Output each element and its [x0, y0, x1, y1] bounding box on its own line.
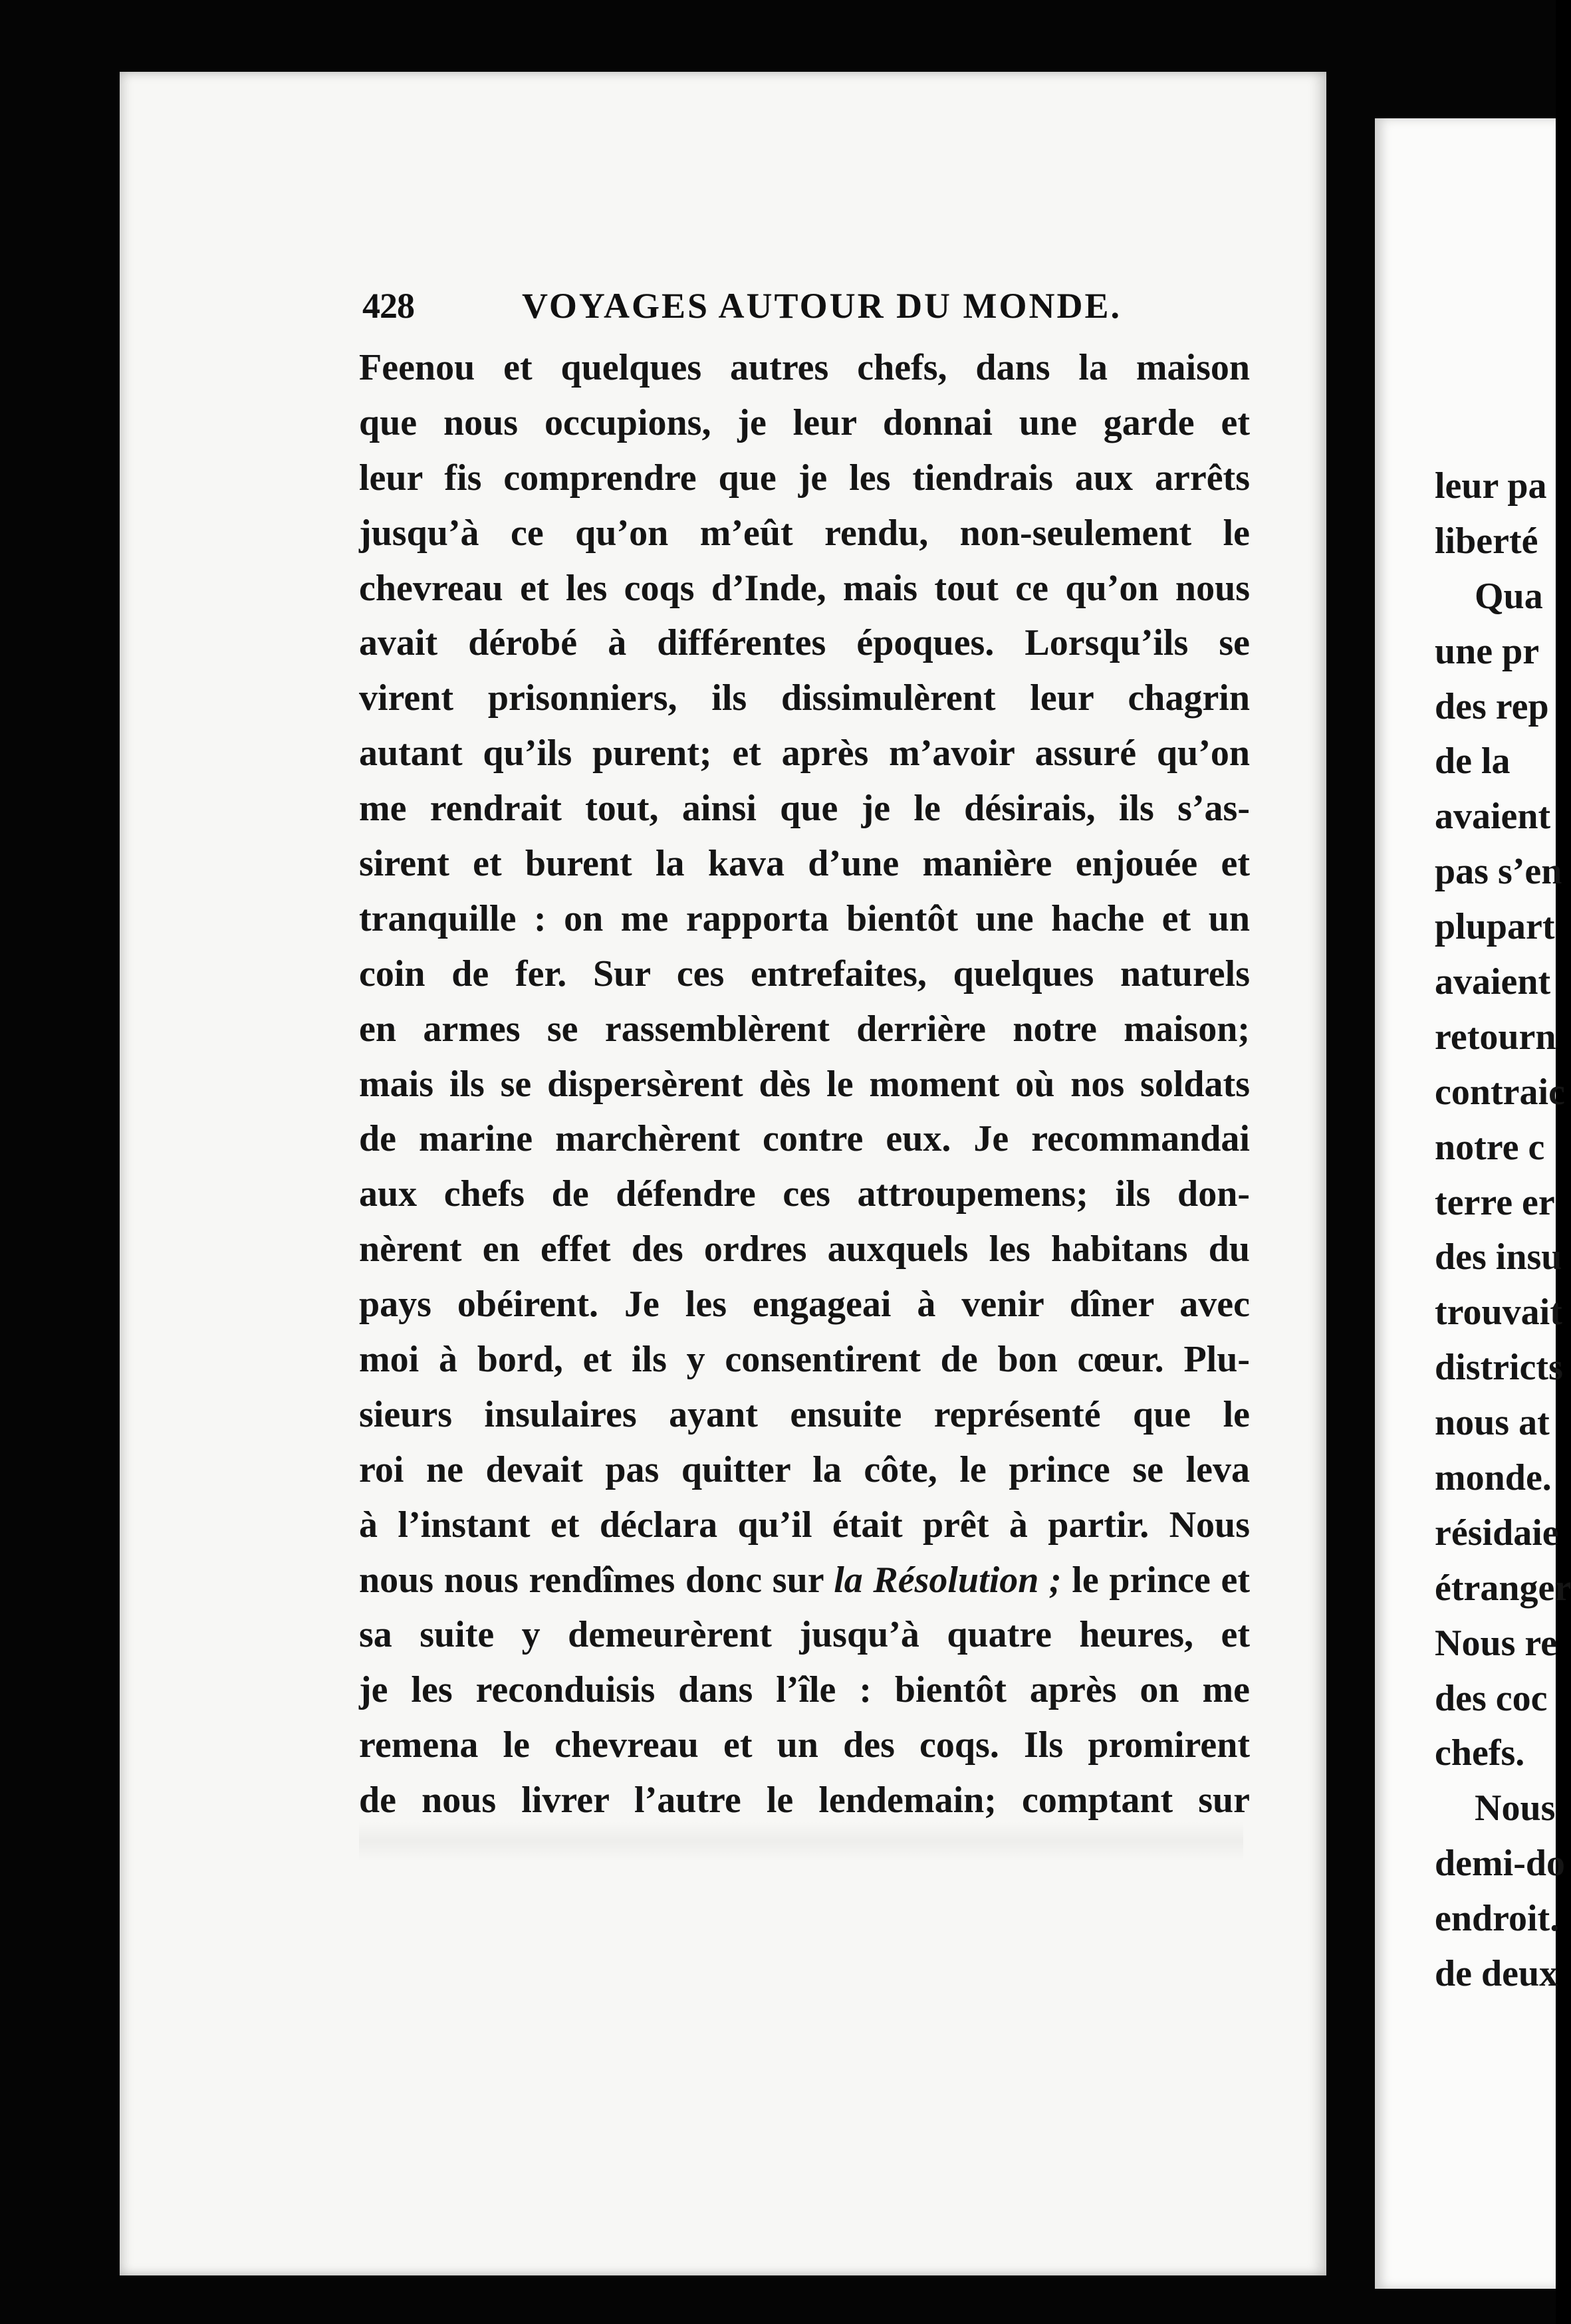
body-text [359, 340, 1250, 1828]
right-text-line: chefs. [1435, 1732, 1525, 1774]
text-line: tranquille : on me rapporta bientôt une hache et un [359, 897, 1250, 939]
right-text-line: Nous [1475, 1788, 1556, 1829]
right-text-line: demi-do [1435, 1843, 1565, 1885]
right-text-line: trouvait [1435, 1292, 1562, 1334]
text-line: je les reconduisis dans l’île : bientôt après on me [359, 1669, 1250, 1711]
text-line: leur fis comprendre que je les tiendrais aux arrêts [359, 457, 1250, 499]
right-text-line: pas s’en [1435, 851, 1562, 893]
right-text-line: endroit. [1435, 1898, 1560, 1940]
text-line: que nous occupions, je leur donnai une garde et [359, 402, 1250, 443]
text-line-with-ship-name [359, 1553, 1250, 1608]
running-head [362, 283, 1227, 329]
text-line: sirent et burent la kava d’une manière enjouée et [359, 843, 1250, 885]
running-head-title: VOYAGES AUTOUR DU MONDE. [522, 286, 1122, 326]
right-page-fragment [1375, 118, 1571, 2289]
right-text-line: monde. [1435, 1457, 1552, 1499]
text-line: mais ils se dispersèrent dès le moment où nos soldats [359, 1063, 1250, 1105]
text-fragment: nous nous rendîmes donc sur [359, 1559, 834, 1601]
right-text-line: terre er [1435, 1181, 1555, 1223]
right-text-line: des coc [1435, 1677, 1548, 1719]
right-text-line: leur pa [1435, 465, 1547, 507]
text-fragment: le prince et [1061, 1559, 1250, 1601]
right-text-line: de la [1435, 741, 1511, 782]
text-line: de marine marchèrent contre eux. Je recommandai [359, 1118, 1250, 1160]
text-line: aux chefs de défendre ces attroupemens; ils don- [359, 1173, 1250, 1215]
text-line: jusqu’à ce qu’on m’eût rendu, non-seulement le [359, 512, 1250, 554]
right-text-line: résidaie [1435, 1512, 1559, 1554]
text-line: moi à bord, et ils y consentirent de bon cœur. Plu- [359, 1339, 1250, 1381]
text-line: autant qu’ils purent; et après m’avoir assuré qu’on [359, 733, 1250, 774]
right-text-line: Nous re [1435, 1622, 1558, 1664]
right-text-line: avaient [1435, 796, 1551, 838]
text-line: coin de fer. Sur ces entrefaites, quelques naturels [359, 953, 1250, 994]
right-text-line: plupart [1435, 906, 1555, 948]
text-line: avait dérobé à différentes époques. Lorsqu’ils se [359, 622, 1250, 664]
right-text-line: de deux [1435, 1953, 1558, 1995]
text-line: Feenou et quelques autres chefs, dans la maison [359, 347, 1250, 388]
right-text-line: des insu [1435, 1236, 1562, 1278]
text-line: virent prisonniers, ils dissimulèrent leur chagrin [359, 677, 1250, 719]
bleed-through-shadow [359, 1821, 1243, 1861]
right-text-line: districts [1435, 1347, 1563, 1389]
page-number: 428 [362, 286, 414, 326]
right-text-line: des rep [1435, 685, 1549, 727]
right-text-line: contraic [1435, 1071, 1565, 1113]
right-text-line: liberté [1435, 520, 1538, 562]
right-page-text [1435, 459, 1571, 2002]
right-text-line: Qua [1475, 575, 1543, 617]
right-text-line: une pr [1435, 630, 1540, 672]
text-line: en armes se rassemblèrent derrière notre maison; [359, 1008, 1250, 1050]
right-text-line: nous at [1435, 1402, 1550, 1444]
text-line: pays obéirent. Je les engageai à venir dîner avec [359, 1284, 1250, 1326]
text-line: me rendrait tout, ainsi que je le désirais, ils s’as- [359, 788, 1250, 830]
text-line: nèrent en effet des ordres auxquels les habitans du [359, 1228, 1250, 1270]
text-line: sieurs insulaires ayant ensuite représenté que le [359, 1393, 1250, 1435]
text-line: sa suite y demeurèrent jusqu’à quatre heures, et [359, 1614, 1250, 1656]
right-text-line: étranger [1435, 1567, 1571, 1609]
text-line: de nous livrer l’autre le lendemain; comptant sur [359, 1780, 1250, 1821]
text-line: roi ne devait pas quitter la côte, le prince se leva [359, 1449, 1250, 1490]
text-line: à l’instant et déclara qu’il était prêt à partir. Nous [359, 1504, 1250, 1546]
text-line: chevreau et les coqs d’Inde, mais tout ce qu’on nous [359, 567, 1250, 609]
right-text-line: retourn [1435, 1016, 1556, 1058]
right-text-line: avaient [1435, 961, 1551, 1003]
right-text-line: notre c [1435, 1126, 1545, 1168]
text-line: remena le chevreau et un des coqs. Ils promirent [359, 1724, 1250, 1766]
ship-name: la Résolution ; [834, 1559, 1062, 1601]
